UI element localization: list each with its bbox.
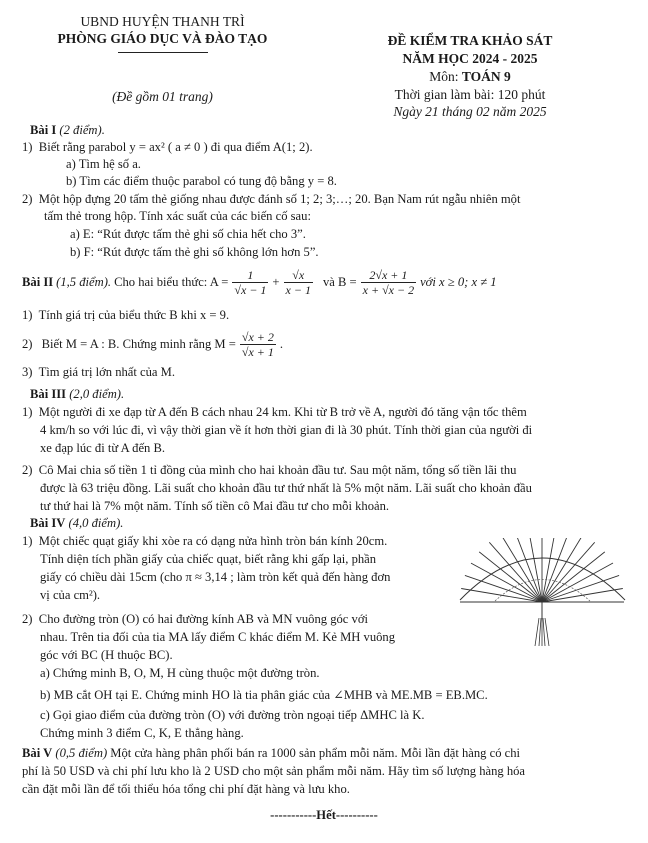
- bai1-q2-line2: tấm thẻ trong hộp. Tính xác suất của các biến cố sau:: [44, 209, 311, 223]
- bai1-q1b: b) Tìm các điểm thuộc parabol có tung độ bằng y = 8.: [66, 174, 337, 188]
- bai4-q1-line4: vị của cm²).: [40, 588, 101, 602]
- bai4-q2-line3: góc với BC (H thuộc BC).: [40, 648, 173, 662]
- expr-a-frac2: $\frac{√x}{x - 1}$: [285, 268, 311, 297]
- bai4-q2b: b) MB cắt OH tại E. Chứng minh HO là tia phân giác của ∠MHB và ME.MB = EB.MC.: [40, 688, 488, 702]
- header-underline-left: [118, 52, 208, 53]
- expr-m-frac: $\frac{√x + 2}{√x + 1}$: [241, 330, 274, 359]
- expr-a-frac1: $\frac{1}{√x - 1}$: [234, 268, 267, 297]
- bai1-q1: 1) Biết rằng parabol y = ax² ( a ≠ 0 ) đi qua điểm A(1; 2).: [22, 140, 313, 154]
- bai3-q1-line3: xe đạp lúc đi từ A đến B.: [40, 441, 166, 455]
- exam-title: ĐỀ KIỂM TRA KHẢO SÁT: [387, 33, 553, 48]
- bai1-q2a: a) E: “Rút được tấm thẻ ghi số chia hết cho 3”.: [70, 227, 306, 241]
- bai1-q2-line1: 2) Một hộp đựng 20 tấm thẻ giống nhau được đánh số 1; 2; 3;…; 20. Bạn Nam rút ngẫu nhiên một: [22, 192, 521, 206]
- end-marker: -----------Hết----------: [270, 808, 378, 822]
- bai4-q2c-line2: Chứng minh 3 điểm C, K, E thẳng hàng.: [40, 726, 244, 740]
- bai1-q1a: a) Tìm hệ số a.: [66, 157, 141, 171]
- bai4-q1-line3: giấy có chiều dài 15cm (cho π ≈ 3,14 ; làm tròn kết quả đến hàng đơn: [40, 570, 391, 584]
- bai2-q3: 3) Tìm giá trị lớn nhất của M.: [22, 365, 175, 379]
- fan-rib: [542, 538, 570, 602]
- school-year: NĂM HỌC 2024 - 2025: [402, 51, 538, 66]
- bai4-q2-line1: 2) Cho đường tròn (O) có hai đường kính AB và MN vuông góc với: [22, 612, 369, 626]
- expr-b-frac: $\frac{2√x + 1}{x + √x - 2}$: [362, 268, 415, 297]
- bai5-line2: phí là 50 USD và chi phí lưu kho là 2 USD cho một sản phẩm mỗi năm. Hãy tìm số lượng hàng hóa: [22, 764, 526, 778]
- pages-note: (Đề gồm 01 trang): [112, 89, 213, 104]
- bai4-q1-line1: 1) Một chiếc quạt giấy khi xòe ra có dạng nửa hình tròn bán kính 20cm.: [22, 534, 388, 548]
- bai4-q2-line2: nhau. Trên tia đối của tia MA lấy điểm C khác điểm M. Kẻ MH vuông: [40, 630, 396, 644]
- bai4-heading: Bài IV (4,0 điểm).: [30, 516, 124, 530]
- bai4-q1-line2: Tính diện tích phần giấy của chiếc quạt, biết rằng khi gấp lại, phần: [40, 552, 377, 566]
- fan-rib: [514, 538, 542, 602]
- bai3-q1-line1: 1) Một người đi xe đạp từ A đến B cách nhau 24 km. Khi từ B trở về A, người đó tăng vận tốc thêm: [22, 405, 527, 419]
- exam-date: Ngày 21 tháng 02 năm 2025: [393, 104, 547, 119]
- department-name: UBND HUYỆN THANH TRÌ: [80, 14, 245, 29]
- time-limit: Thời gian làm bài: 120 phút: [394, 87, 546, 102]
- bai2-q2: 2) Biết M = A : B. Chứng minh rằng M = $\frac{√x + 2}{√x + 1}$ .: [22, 330, 284, 359]
- bai4-q2a: a) Chứng minh B, O, M, H cùng thuộc một đường tròn.: [40, 666, 320, 680]
- bai3-q1-line2: 4 km/h so với lúc đi, vì vậy thời gian về ít hơn thời gian đi là 30 phút. Tính thời gian của người đi: [40, 423, 533, 437]
- subject-value: TOÁN 9: [461, 69, 511, 84]
- bai4-q2c: c) Gọi giao điểm của đường tròn (O) với đường tròn ngoại tiếp ΔMHC là K.: [40, 708, 425, 722]
- bai1-q2b: b) F: “Rút được tấm thẻ ghi số không lớn hơn 5”.: [70, 245, 319, 259]
- bai2-q1: 1) Tính giá trị của biểu thức B khi x = 9.: [22, 308, 230, 322]
- bai5-line3: cần đặt mỗi lần để tối thiểu hóa tổng chi phí đặt hàng và lưu kho.: [22, 782, 350, 796]
- bai3-q2-line2: được là 63 triệu đồng. Lãi suất cho khoản đầu tư thứ nhất là 5% một năm. Lãi suất cho khoản đầu: [40, 481, 532, 495]
- office-name: PHÒNG GIÁO DỤC VÀ ĐÀO TẠO: [57, 31, 268, 46]
- subject-line: [345, 69, 595, 85]
- bai2-expressions: Bài II (1,5 điểm). Cho hai biểu thức: A = $\frac{1}{√x - 1}$ + $\frac{√x}{x - 1}$ và B = $\frac{2√x + 1}{x + √x - 2}$ với x ≥ 0; x ≠ 1: [22, 268, 497, 297]
- bai3-q2-line3: tư thứ hai là 7% một năm. Tính số tiền cô Mai đầu tư cho mỗi khoản.: [40, 499, 390, 513]
- bai1-heading: Bài I (2 điểm).: [30, 123, 105, 137]
- paper-fan-illustration: [455, 538, 630, 650]
- subject-label: Môn:: [429, 69, 462, 84]
- bai3-q2-line1: 2) Cô Mai chia số tiền 1 tỉ đồng của mình cho hai khoản đầu tư. Sau một năm, tổng số tiền lãi thu: [22, 463, 517, 477]
- bai5-line1: Bài V (0,5 điểm) Một cửa hàng phân phối bán ra 1000 sản phẩm mỗi năm. Mỗi lần đặt hàng có chi: [22, 746, 521, 760]
- bai3-heading: Bài III (2,0 điểm).: [30, 387, 125, 401]
